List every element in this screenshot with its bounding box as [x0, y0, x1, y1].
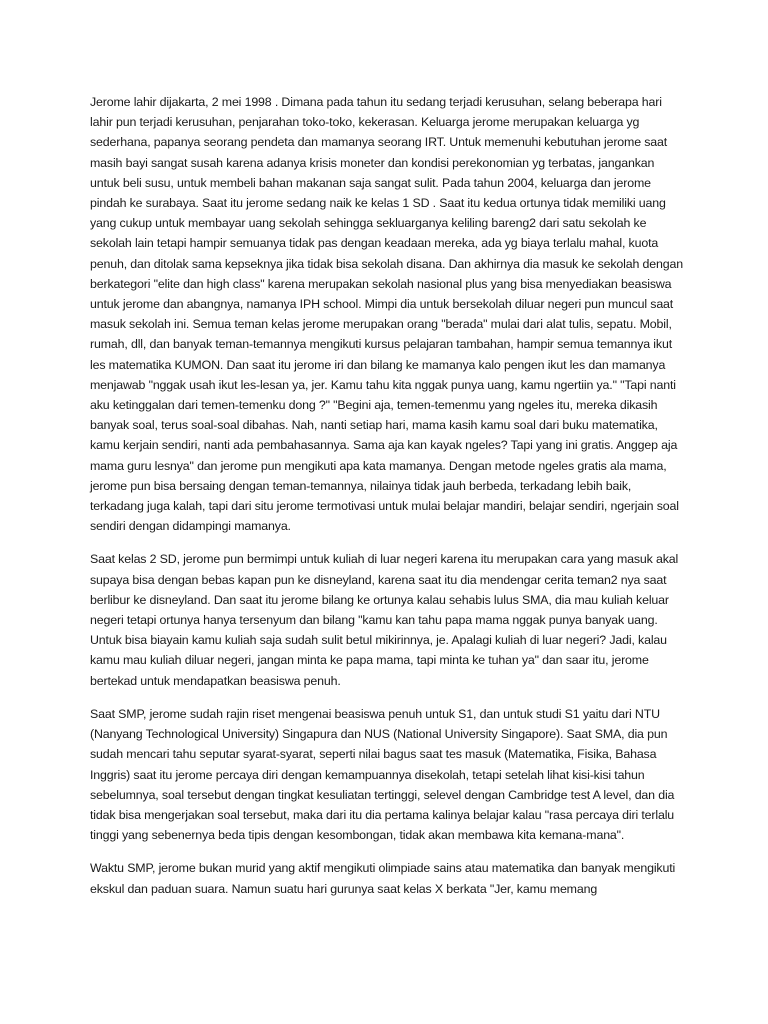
document-body: [90, 92, 686, 912]
paragraph-4: Waktu SMP, jerome bukan murid yang aktif mengikuti olimpiade sains atau matematika dan banyak mengikuti ekskul dan paduan suara. Namun suatu hari gurunya saat kelas X berkata "Jer, kamu memang: [90, 861, 676, 896]
paragraph-2: Saat kelas 2 SD, jerome pun bermimpi untuk kuliah di luar negeri karena itu merupakan cara yang masuk akal supaya bisa dengan bebas kapan pun ke disneyland, karena saat itu dia mendengar cerita teman2 nya saat berlibur ke disneyland. Dan saat itu jerome bilang ke ortunya kalau sehabis lulus SMA, dia mau kuliah keluar negeri tetapi ortunya hanya tersenyum dan bilang "kamu kan tahu papa mama nggak punya banyak uang. Untuk bisa biayain kamu kuliah saja sudah sulit betul mikirinnya, je. Apalagi kuliah di luar negeri? Jadi, kalau kamu mau kuliah diluar negeri, jangan minta ke papa mama, tapi minta ke tuhan ya" dan saar itu, jerome bertekad untuk mendapatkan beasiswa penuh.: [90, 552, 679, 688]
paragraph-1: Jerome lahir dijakarta, 2 mei 1998 . Dimana pada tahun itu sedang terjadi kerusuhan, selang beberapa hari lahir pun terjadi kerusuhan, penjarahan toko-toko, kekerasan. Keluarga jerome merupakan keluarga yg sederhana, papanya seorang pendeta dan mamanya seorang IRT. Untuk memenuhi kebutuhan jerome saat masih bayi sangat susah karena adanya krisis moneter dan kondisi perekonomian yg terbatas, jangankan untuk beli susu, untuk membeli bahan makanan saja sangat sulit. Pada tahun 2004, keluarga dan jerome pindah ke surabaya. Saat itu jerome sedang naik ke kelas 1 SD . Saat itu kedua ortunya tidak memiliki uang yang cukup untuk membayar uang sekolah sehingga sekluarganya keliling bareng2 dari satu sekolah ke sekolah lain tetapi hampir semuanya tidak pas dengan keadaan mereka, ada yg biaya terlalu mahal, kuota penuh, dan ditolak sama kepseknya jika tidak bisa sekolah disana. Dan akhirnya dia masuk ke sekolah dengan berkategori "elite dan high class" karena merupakan sekolah nasional plus yang bisa menyediakan beasiswa untuk jerome dan abangnya, namanya IPH school. Mimpi dia untuk bersekolah diluar negeri pun muncul saat masuk sekolah ini. Semua teman kelas jerome merupakan orang "berada" mulai dari alat tulis, sepatu. Mobil, rumah, dll, dan banyak teman-temannya mengikuti kursus pelajaran tambahan, hampir semua temannya ikut les matematika KUMON. Dan saat itu jerome iri dan bilang ke mamanya kalo pengen ikut les dan mamanya menjawab "nggak usah ikut les-lesan ya, jer. Kamu tahu kita nggak punya uang, kamu ngertiin ya." "Tapi nanti aku ketinggalan dari temen-temenku dong ?" "Begini aja, temen-temenmu yang ngeles itu, mereka dikasih banyak soal, terus soal-soal dibahas. Nah, nanti setiap hari, mama kasih kamu soal dari buku matematika, kamu kerjain sendiri, nanti ada pembahasannya. Sama aja kan kayak ngeles? Tapi yang ini gratis. Anggep aja mama guru lesnya" dan jerome pun mengikuti apa kata mamanya. Dengan metode ngeles gratis ala mama, jerome pun bisa bersaing dengan teman-temannya, nilainya tidak jauh berbeda, terkadang lebih baik, terkadang juga kalah, tapi dari situ jerome termotivasi untuk mulai belajar mandiri, belajar sendiri, ngerjain soal sendiri dengan didampingi mamanya.: [90, 95, 683, 534]
paragraph-3: Saat SMP, jerome sudah rajin riset mengenai beasiswa penuh untuk S1, dan untuk studi S1 yaitu dari NTU (Nanyang Technological University) Singapura dan NUS (National University Singapore). Saat SMA, dia pun sudah mencari tahu seputar syarat-syarat, seperti nilai bagus saat tes masuk (Matematika, Fisika, Bahasa Inggris) saat itu jerome percaya diri dengan kemampuannya disekolah, tetapi setelah lihat kisi-kisi tahun sebelumnya, soal tersebut dengan tingkat kesuliatan tertinggi, selevel dengan Cambridge test A level, dan dia tidak bisa mengerjakan soal tersebut, maka dari itu dia pertama kalinya belajar kalau "rasa percaya diri terlalu tinggi yang sebenernya beda tipis dengan kesombongan, tidak akan membawa kita kemana-mana".: [90, 706, 675, 843]
